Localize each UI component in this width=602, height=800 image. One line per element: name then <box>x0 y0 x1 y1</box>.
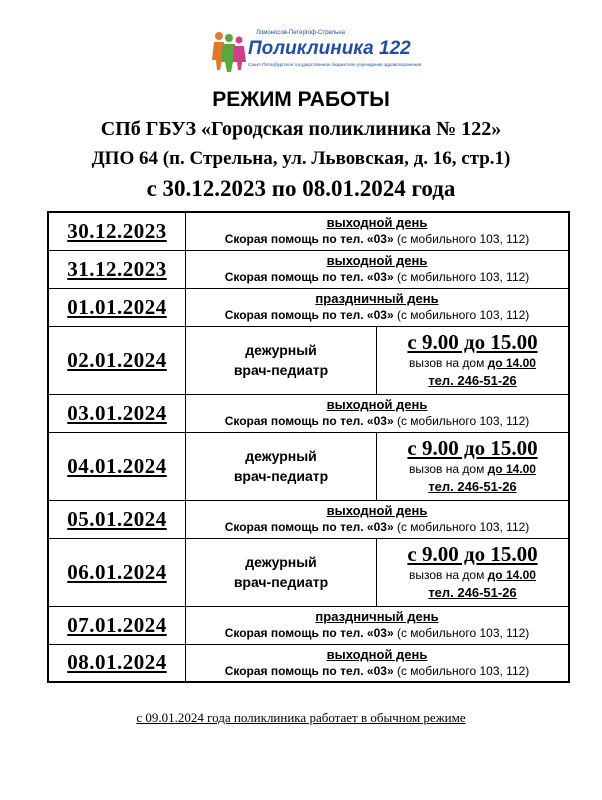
table-row <box>48 644 569 682</box>
info-cell <box>186 606 570 644</box>
address: ДПО 64 (п. Стрельна, ул. Львовская, д. 16, стр.1) <box>91 148 511 169</box>
duty-doctor: врач-педиатр <box>233 362 329 378</box>
duty-doctor-cell <box>186 326 377 394</box>
working-hours: с 9.00 до 15.00 <box>407 436 538 460</box>
info-cell <box>186 212 570 250</box>
info-cell <box>186 250 570 288</box>
date-cell: 30.12.2023 <box>48 212 186 250</box>
home-call: вызов на дом до 14.00 <box>409 356 536 370</box>
ambulance-note: Скорая помощь по тел. «03» (с мобильного 103, 112) <box>224 626 530 640</box>
hours-cell <box>377 432 570 500</box>
duty-doctor-cell <box>186 432 377 500</box>
phone-number: тел. 246-51-26 <box>428 585 517 600</box>
ambulance-note: Скорая помощь по тел. «03» (с мобильного 103, 112) <box>224 232 530 247</box>
table-row <box>48 500 569 538</box>
duty-doctor: врач-педиатр <box>233 574 329 590</box>
home-call: вызов на дом до 14.00 <box>409 568 536 582</box>
phone-number: тел. 246-51-26 <box>428 479 517 494</box>
hours-cell <box>377 326 570 394</box>
schedule-table <box>47 211 570 683</box>
ambulance-note: Скорая помощь по тел. «03» (с мобильного 103, 112) <box>224 414 530 428</box>
logo-brand: Поликлиника 122 <box>248 38 411 59</box>
table-row <box>48 606 569 644</box>
date-cell: 05.01.2024 <box>48 500 186 538</box>
table-row <box>48 250 569 288</box>
date-cell: 08.01.2024 <box>48 644 186 682</box>
table-row <box>48 212 569 250</box>
info-cell <box>186 644 570 682</box>
footer-note: с 09.01.2024 года поликлиника работает в обычном режиме <box>136 710 466 725</box>
duty-label: дежурный <box>245 342 317 358</box>
day-type: выходной день <box>326 397 428 412</box>
table-row <box>48 538 569 606</box>
date-cell: 01.01.2024 <box>48 288 186 326</box>
day-type: праздничный день <box>315 609 439 624</box>
duty-doctor: врач-педиатр <box>233 468 329 484</box>
people-figures-icon <box>210 30 246 72</box>
date-cell: 31.12.2023 <box>48 250 186 288</box>
table-row <box>48 432 569 500</box>
date-cell: 07.01.2024 <box>48 606 186 644</box>
date-cell: 03.01.2024 <box>48 394 186 432</box>
date-cell: 02.01.2024 <box>48 326 186 394</box>
working-hours: с 9.00 до 15.00 <box>407 542 538 566</box>
ambulance-note: Скорая помощь по тел. «03» (с мобильного 103, 112) <box>224 520 530 534</box>
info-cell <box>186 288 570 326</box>
phone-number: тел. 246-51-26 <box>428 373 517 388</box>
home-call: вызов на дом до 14.00 <box>409 462 536 476</box>
date-cell: 04.01.2024 <box>48 432 186 500</box>
logo-subline: Санкт-Петербургское государственное бюджетное учреждение здравоохранения <box>248 62 422 67</box>
day-type: выходной день <box>326 253 428 268</box>
info-cell <box>186 500 570 538</box>
date-cell: 06.01.2024 <box>48 538 186 606</box>
table-row <box>48 394 569 432</box>
day-type: выходной день <box>326 646 428 662</box>
day-type: выходной день <box>326 215 428 231</box>
ambulance-note: Скорая помощь по тел. «03» (с мобильного 103, 112) <box>224 308 530 322</box>
clinic-logo <box>210 30 422 72</box>
duty-label: дежурный <box>245 554 317 570</box>
working-hours: с 9.00 до 15.00 <box>407 330 538 354</box>
ambulance-note: Скорая помощь по тел. «03» (с мобильного 103, 112) <box>224 663 530 678</box>
hours-cell <box>377 538 570 606</box>
duty-doctor-cell <box>186 538 377 606</box>
day-type: праздничный день <box>315 291 439 306</box>
logo-tagline: Ломоносов-Петергоф-Стрельна <box>256 30 345 36</box>
page-title: РЕЖИМ РАБОТЫ <box>212 88 390 111</box>
organization-name: СПб ГБУЗ «Городская поликлиника № 122» <box>100 118 502 140</box>
ambulance-note: Скорая помощь по тел. «03» (с мобильного 103, 112) <box>224 270 530 284</box>
day-type: выходной день <box>326 503 428 518</box>
duty-label: дежурный <box>245 448 317 464</box>
table-row <box>48 288 569 326</box>
table-row <box>48 326 569 394</box>
info-cell <box>186 394 570 432</box>
period: с 30.12.2023 по 08.01.2024 года <box>146 176 456 201</box>
